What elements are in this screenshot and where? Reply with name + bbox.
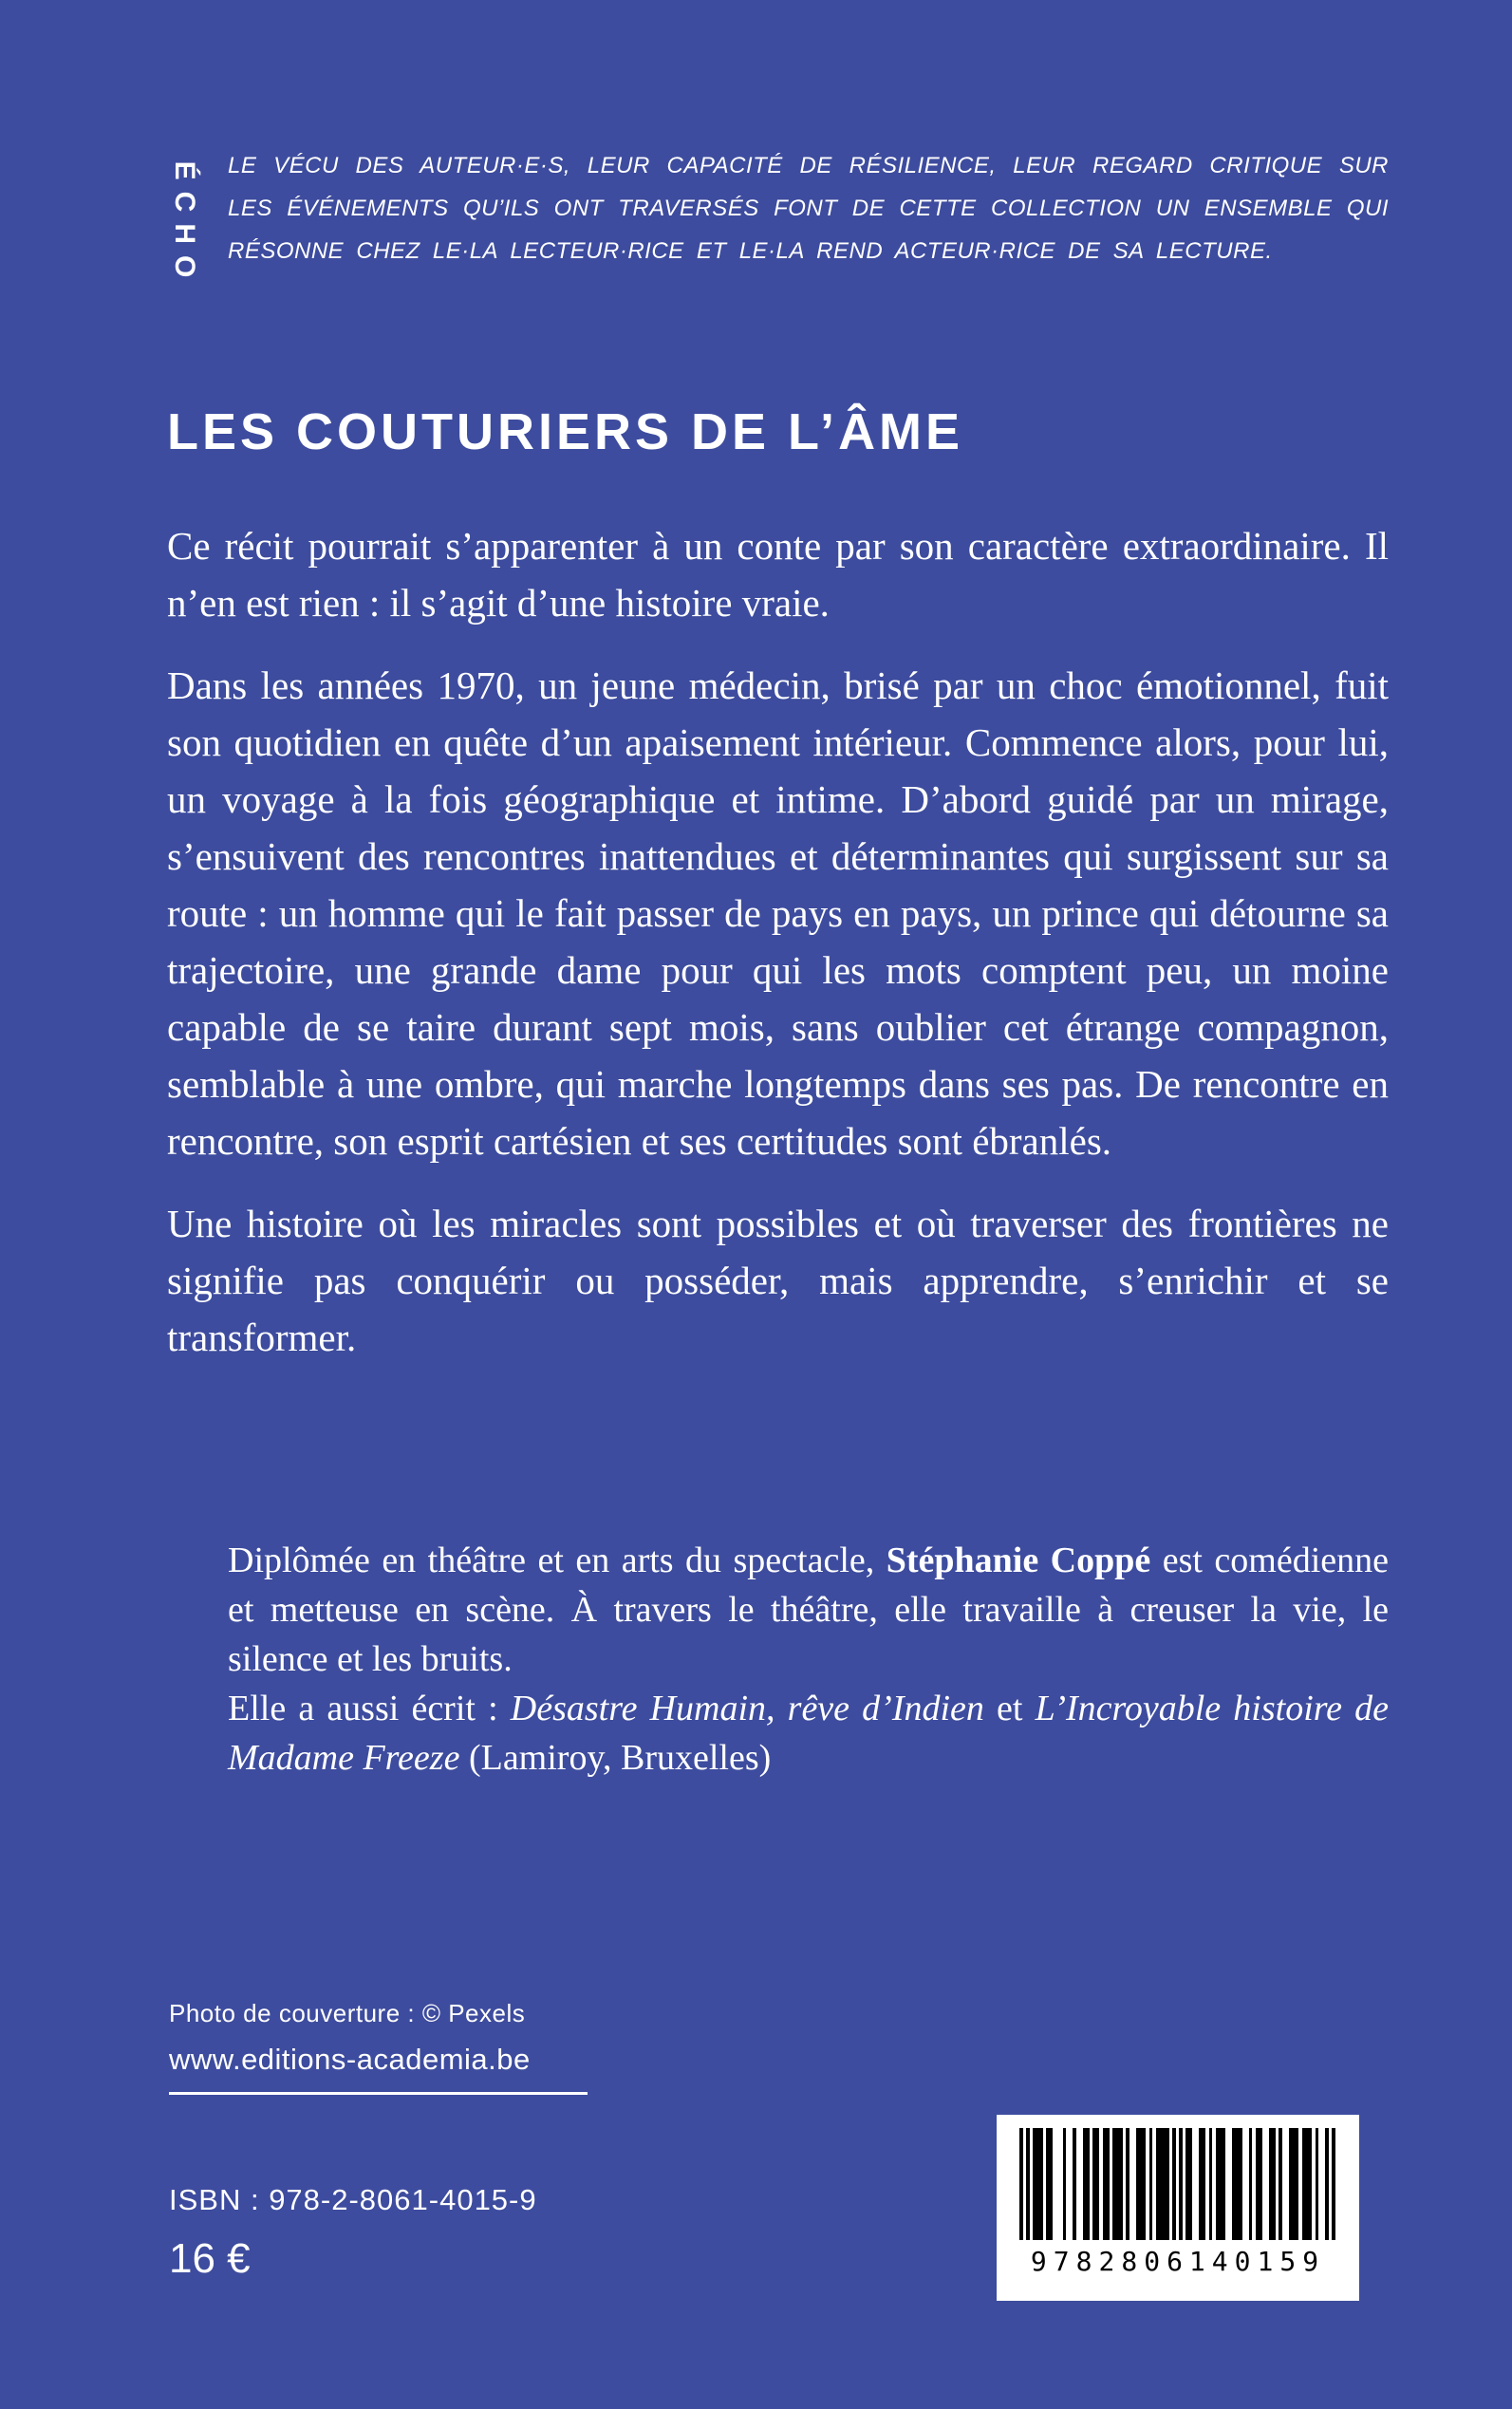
isbn: ISBN : 978-2-8061-4015-9 (169, 2183, 537, 2216)
book-title-other-1: Désastre Humain, rêve d’Indien (510, 1689, 984, 1728)
author-bio (228, 1536, 1389, 1783)
publisher-website-block (169, 2043, 588, 2095)
publisher-website: www.editions-academia.be (169, 2043, 588, 2095)
synopsis (167, 517, 1389, 1391)
synopsis-paragraph-2: Dans les années 1970, un jeune médecin, brisé par un choc émotionnel, fuit son quotidien en quête d’un apaisement intérieur. Commence alors, pour lui, un voyage à la fois géographique et intime. D’abord guidé par un mirage, s’ensuivent des rencontres inattendues et déterminantes qui surgissent sur sa route : un homme qui le fait passer de pays en pays, un prince qui détourne sa trajectoire, une grande dame pour qui les mots comptent peu, un moine capable de se taire durant sept mois, sans oublier cet étrange compagnon, semblable à une ombre, qui marche longtemps dans ses pas. De rencontre en rencontre, son esprit cartésien et ses certitudes sont ébranlés. (167, 663, 1389, 1163)
synopsis-paragraph-1: Ce récit pourrait s’apparenter à un conte par son caractère extraordinaire. Il n’en est rien : il s’agit d’une histoire vraie. (167, 524, 1389, 625)
price: 16 € (169, 2235, 251, 2282)
book-title-other-2: L’Incroyable histoire de Madame Freeze (228, 1689, 1389, 1778)
collection-name-vertical: ÉCHO (169, 160, 200, 289)
author-name: Stéphanie Coppé (886, 1541, 1151, 1580)
barcode-number: 9782806140159 (1030, 2246, 1326, 2277)
book-title: LES COUTURIERS DE L’ÂME (167, 403, 964, 460)
author-bio-paragraph-1 (228, 1536, 1389, 1684)
synopsis-paragraph-3: Une histoire où les miracles sont possibles et où traverser des frontières ne signifie pas conquérir ou posséder, mais apprendre, s’enrichir et se transformer. (167, 1202, 1389, 1359)
author-bio-paragraph-2 (228, 1684, 1389, 1783)
bio-text-5: (Lamiroy, Bruxelles) (459, 1738, 772, 1778)
bio-text-1: Diplômée en théâtre et en arts du spectacle, (228, 1541, 887, 1580)
photo-credit: Photo de couverture : © Pexels (169, 1999, 526, 2027)
bio-text-4: et (983, 1689, 1036, 1728)
collection-tagline: LE VÉCU DES AUTEUR·E·S, LEUR CAPACITÉ DE RÉSILIENCE, LEUR REGARD CRITIQUE SUR LES ÉVÉNEMENTS QU’ILS ONT TRAVERSÉS FONT DE CETTE COLLECTION UN ENSEMBLE QUI RÉSONNE CHEZ LE·LA LECTEUR·RICE ET LE·LA REND ACTEUR·RICE DE SA LECTURE. (228, 153, 1389, 264)
barcode (997, 2115, 1359, 2301)
bio-text-2: est comédienne et metteuse en scène. À travers le théâtre, elle travaille à creuser la vie, le silence et les bruits. (228, 1541, 1389, 1679)
bio-text-3: Elle a aussi écrit : (228, 1689, 511, 1728)
barcode-bars (1019, 2128, 1336, 2240)
